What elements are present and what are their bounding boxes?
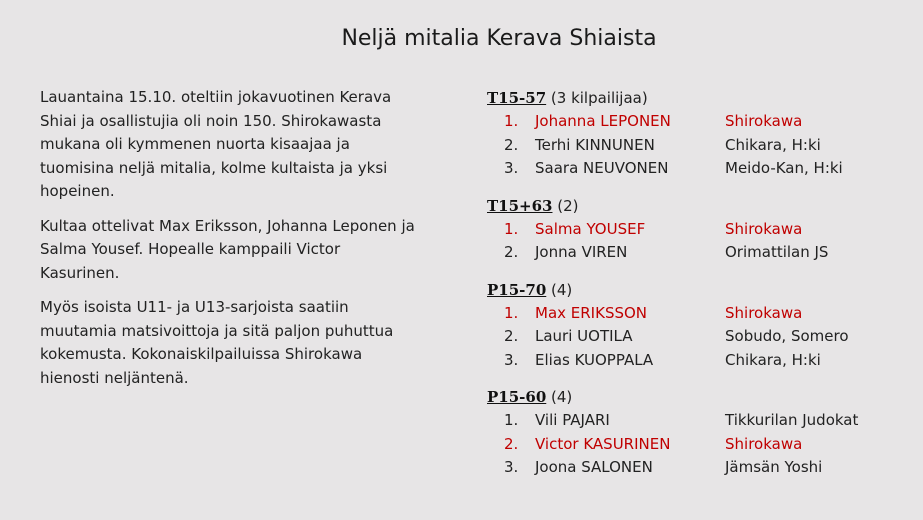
page-title: Neljä mitalia Kerava Shiaista <box>341 26 657 51</box>
result-rank: 3. <box>504 350 519 369</box>
result-name: Lauri UOTILA <box>535 327 633 345</box>
paragraph-intro: Lauantaina 15.10. oteltiin jokavuotinen Kerava Shiai ja osallistujia oli noin 150. Shirokawasta mukana oli kymmenen nuorta kisaajaa ja tuomisina neljä mitalia, kolme kultaista ja yksi hopeinen. <box>40 88 392 200</box>
result-club: Jämsän Yoshi <box>725 458 823 476</box>
result-name: Elias KUOPPALA <box>535 350 654 369</box>
result-row <box>487 134 917 158</box>
result-club: Orimattilan JS <box>725 243 829 261</box>
result-name: Max ERIKSSON <box>535 303 648 322</box>
result-row <box>487 456 917 480</box>
result-rank: 1. <box>504 112 519 130</box>
result-row <box>487 218 917 242</box>
result-club: Shirokawa <box>725 219 803 238</box>
category-block <box>487 279 917 373</box>
category-header <box>487 195 917 218</box>
result-club: Tikkurilan Judokat <box>725 411 859 429</box>
category-count: (4) <box>546 280 573 299</box>
result-rank: 3. <box>504 159 519 177</box>
result-row <box>487 157 917 181</box>
results-list <box>487 87 917 494</box>
result-rank: 2. <box>504 243 519 261</box>
result-name: Saara NEUVONEN <box>535 159 669 177</box>
category-code: T15+63 <box>487 196 553 215</box>
result-row <box>487 302 917 326</box>
paragraph-summary: Myös isoista U11- ja U13-sarjoista saatiin muutamia matsivoittoja ja sitä paljon puhuttua kokemusta. Kokonaiskilpailuissa Shirokawa hienosti neljäntenä. <box>40 298 394 387</box>
result-rank: 1. <box>504 219 519 238</box>
result-rank: 2. <box>504 434 519 453</box>
result-rank: 2. <box>504 135 519 154</box>
result-club: Sobudo, Somero <box>725 327 849 345</box>
result-row <box>487 110 917 134</box>
category-count: (4) <box>546 388 573 406</box>
result-name: Joona SALONEN <box>535 458 653 476</box>
result-club: Shirokawa <box>725 112 803 130</box>
result-name: Johanna LEPONEN <box>535 112 671 130</box>
result-club: Meido-Kan, H:ki <box>725 159 843 177</box>
category-count: (3 kilpailijaa) <box>546 89 648 107</box>
category-code: P15-60 <box>487 388 547 406</box>
category-header <box>487 386 917 409</box>
article-body <box>40 86 415 401</box>
result-name: Jonna VIREN <box>535 243 628 261</box>
category-count: (2) <box>552 196 579 215</box>
result-club: Chikara, H:ki <box>725 135 821 154</box>
result-name: Terhi KINNUNEN <box>535 135 655 154</box>
result-club: Shirokawa <box>725 434 803 453</box>
result-rank: 1. <box>504 303 519 322</box>
result-row <box>487 349 917 373</box>
result-name: Vili PAJARI <box>535 411 610 429</box>
category-header <box>487 87 917 110</box>
result-rank: 1. <box>504 411 519 429</box>
result-club: Chikara, H:ki <box>725 350 821 369</box>
result-rank: 3. <box>504 458 519 476</box>
category-block <box>487 386 917 480</box>
paragraph-gold-winners: Kultaa ottelivat Max Eriksson, Johanna Leponen ja Salma Yousef. Hopealle kamppaili Victor Kasurinen. <box>40 216 415 282</box>
category-block <box>487 195 917 265</box>
result-row <box>487 409 917 433</box>
category-block <box>487 87 917 181</box>
result-name: Victor KASURINEN <box>535 434 671 453</box>
result-row <box>487 325 917 349</box>
category-header <box>487 279 917 302</box>
result-club: Shirokawa <box>725 303 803 322</box>
result-name: Salma YOUSEF <box>535 219 646 238</box>
result-row <box>487 241 917 265</box>
result-rank: 2. <box>504 327 519 345</box>
result-row <box>487 433 917 457</box>
category-code: P15-70 <box>487 280 547 299</box>
category-code: T15-57 <box>487 89 547 107</box>
